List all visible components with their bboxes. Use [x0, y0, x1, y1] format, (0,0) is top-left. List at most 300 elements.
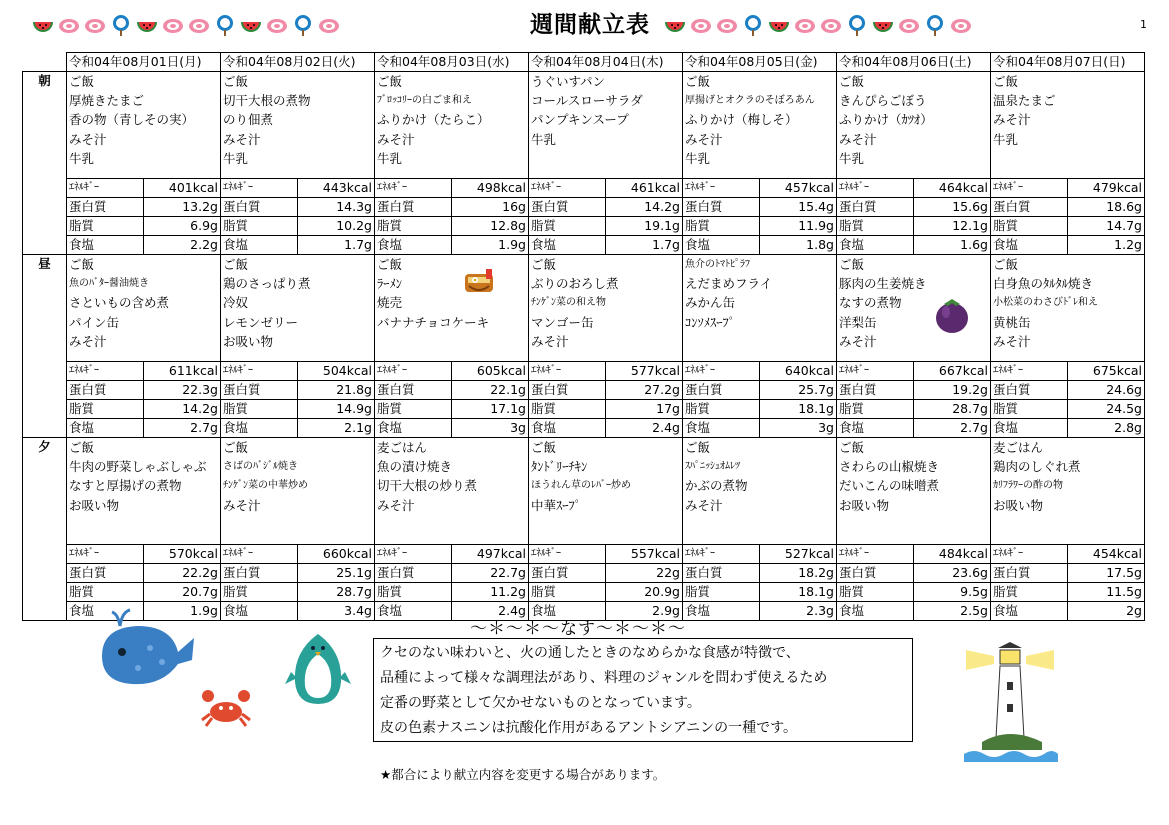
salt-value: 1.7g [606, 235, 683, 254]
energy-label: ｴﾈﾙｷﾞｰ [375, 544, 452, 563]
energy-value: 504kcal [298, 361, 375, 380]
dish-list [529, 437, 683, 544]
salt-label: 食塩 [837, 235, 914, 254]
dish-item: 麦ごはん [993, 439, 1044, 455]
column-textbox [373, 638, 913, 742]
dish-item: ご飯 [223, 439, 249, 455]
salt-value: 2g [1068, 601, 1145, 620]
dish-item: 牛乳 [223, 150, 249, 166]
protein-value: 18.2g [760, 563, 837, 582]
kamaboko-icon [188, 14, 210, 36]
energy-label: ｴﾈﾙｷﾞｰ [837, 178, 914, 197]
dish-item: きんぴらごぼう [839, 93, 927, 108]
dish-item: 白身魚のﾀﾙﾀﾙ焼き [993, 276, 1094, 291]
fat-label: 脂質 [529, 216, 606, 235]
salt-label: 食塩 [221, 418, 298, 437]
fat-value: 14.7g [1068, 216, 1145, 235]
fat-label: 脂質 [375, 216, 452, 235]
dish-list [991, 254, 1145, 361]
dish-item: 麦ごはん [377, 439, 428, 455]
protein-label: 蛋白質 [67, 563, 144, 582]
salt-label: 食塩 [837, 418, 914, 437]
watermelon-icon [872, 14, 894, 36]
energy-value: 557kcal [606, 544, 683, 563]
dish-item: お吸い物 [69, 497, 120, 513]
dish-item: ご飯 [993, 256, 1019, 272]
energy-value: 479kcal [1068, 178, 1145, 197]
dish-item: 切干大根の煮物 [223, 93, 311, 108]
salt-label: 食塩 [375, 418, 452, 437]
dish-item: 牛乳 [531, 131, 557, 147]
dish-item: ｺﾝｿﾒｽｰﾌﾟ [685, 314, 736, 330]
salt-label: 食塩 [683, 418, 760, 437]
uchiwa-fan-icon [846, 14, 868, 36]
energy-value: 461kcal [606, 178, 683, 197]
dish-item: さばのﾊﾞｼﾞﾙ焼き [223, 461, 298, 472]
dish-item: 鶏のさっぱり煮 [223, 276, 311, 291]
energy-label: ｴﾈﾙｷﾞｰ [375, 178, 452, 197]
kamaboko-icon [690, 14, 712, 36]
dish-list [683, 71, 837, 178]
salt-label: 食塩 [375, 601, 452, 620]
column-heading: ～＊～＊～なす～＊～＊～ [470, 619, 686, 639]
protein-value: 27.2g [606, 380, 683, 399]
dish-item: 魚のﾊﾞﾀｰ醤油焼き [69, 278, 149, 289]
energy-label: ｴﾈﾙｷﾞｰ [375, 361, 452, 380]
fat-value: 14.2g [144, 399, 221, 418]
dish-item: みそ汁 [993, 112, 1031, 128]
dish-list [683, 254, 837, 361]
dish-item: うぐいすパン [531, 73, 606, 89]
dish-item: 魚の漬け焼き [377, 459, 453, 474]
protein-label: 蛋白質 [683, 380, 760, 399]
salt-label: 食塩 [529, 235, 606, 254]
energy-label: ｴﾈﾙｷﾞｰ [991, 178, 1068, 197]
dish-item: 温泉たまご [993, 93, 1056, 108]
energy-value: 454kcal [1068, 544, 1145, 563]
dish-item: ご飯 [839, 256, 865, 272]
date-header: 令和04年08月01日(月) [67, 53, 221, 72]
dish-item: みそ汁 [377, 497, 415, 513]
salt-value: 3g [760, 418, 837, 437]
energy-label: ｴﾈﾙｷﾞｰ [67, 361, 144, 380]
date-header: 令和04年08月03日(水) [375, 53, 529, 72]
watermelon-icon [664, 14, 686, 36]
energy-value: 484kcal [914, 544, 991, 563]
dish-list [991, 437, 1145, 544]
protein-label: 蛋白質 [67, 197, 144, 216]
dish-item: ご飯 [69, 256, 95, 272]
dish-item: 牛乳 [377, 150, 403, 166]
protein-label: 蛋白質 [683, 197, 760, 216]
kamaboko-icon [794, 14, 816, 36]
protein-value: 14.2g [606, 197, 683, 216]
change-notice: ★都合により献立内容を変更する場合があります。 [380, 767, 666, 782]
salt-value: 3g [452, 418, 529, 437]
fat-value: 18.1g [760, 399, 837, 418]
dish-item: 中華ｽｰﾌﾟ [531, 497, 582, 513]
dish-item: 魚介のﾄﾏﾄﾋﾟﾗﾌ [685, 258, 750, 270]
energy-label: ｴﾈﾙｷﾞｰ [529, 544, 606, 563]
dish-list [375, 437, 529, 544]
eggplant-icon [934, 296, 970, 334]
dish-item: えだまめフライ [685, 276, 773, 291]
dish-item: みそ汁 [377, 131, 415, 147]
dish-item: お吸い物 [223, 333, 274, 349]
dish-item: ﾀﾝﾄﾞﾘｰﾁｷﾝ [531, 459, 588, 474]
protein-label: 蛋白質 [991, 380, 1068, 399]
energy-value: 497kcal [452, 544, 529, 563]
salt-value: 2.3g [760, 601, 837, 620]
protein-label: 蛋白質 [375, 197, 452, 216]
dish-list [529, 71, 683, 178]
salt-value: 1.7g [298, 235, 375, 254]
salt-label: 食塩 [221, 235, 298, 254]
kamaboko-icon [898, 14, 920, 36]
page-number: 1 [1140, 18, 1147, 31]
salt-value: 1.9g [144, 601, 221, 620]
dish-item: ｶﾘﾌﾗﾜｰの酢の物 [993, 480, 1063, 492]
protein-value: 22g [606, 563, 683, 582]
kamaboko-icon [162, 14, 184, 36]
dish-item: のり佃煮 [223, 112, 274, 128]
dish-item: ふりかけ（ｶﾂｵ） [839, 112, 933, 128]
dish-item: みかん缶 [685, 295, 736, 311]
salt-label: 食塩 [991, 235, 1068, 254]
fat-label: 脂質 [529, 582, 606, 601]
dish-item: なすの煮物 [839, 295, 902, 311]
dish-item: ご飯 [685, 73, 711, 89]
fat-label: 脂質 [221, 216, 298, 235]
salt-value: 2.4g [606, 418, 683, 437]
protein-label: 蛋白質 [991, 563, 1068, 582]
watermelon-icon [240, 14, 262, 36]
dish-item: ご飯 [685, 439, 711, 455]
page-header [0, 0, 1169, 44]
protein-label: 蛋白質 [837, 197, 914, 216]
energy-value: 527kcal [760, 544, 837, 563]
dish-list [221, 254, 375, 361]
header-decoration-left [32, 12, 340, 38]
protein-value: 15.6g [914, 197, 991, 216]
date-header: 令和04年08月07日(日) [991, 53, 1145, 72]
salt-value: 2.4g [452, 601, 529, 620]
protein-value: 22.2g [144, 563, 221, 582]
protein-label: 蛋白質 [837, 563, 914, 582]
protein-value: 21.8g [298, 380, 375, 399]
dish-item: パンプキンスープ [531, 112, 629, 128]
dish-item: 厚焼きたまご [69, 93, 145, 108]
protein-value: 24.6g [1068, 380, 1145, 399]
protein-label: 蛋白質 [221, 197, 298, 216]
energy-value: 570kcal [144, 544, 221, 563]
kamaboko-icon [716, 14, 738, 36]
protein-label: 蛋白質 [375, 563, 452, 582]
dish-list [221, 71, 375, 178]
salt-value: 1.9g [452, 235, 529, 254]
protein-value: 19.2g [914, 380, 991, 399]
date-header: 令和04年08月05日(金) [683, 53, 837, 72]
uchiwa-fan-icon [110, 14, 132, 36]
fat-value: 19.1g [606, 216, 683, 235]
dish-item: 牛乳 [69, 150, 95, 166]
dish-item: 香の物（青しその実） [69, 112, 195, 128]
dish-item: 牛肉の野菜しゃぶしゃぶ [69, 459, 207, 474]
salt-value: 1.6g [914, 235, 991, 254]
salt-label: 食塩 [837, 601, 914, 620]
fat-label: 脂質 [683, 582, 760, 601]
column-line: 品種によって様々な調理法があり、料理のジャンルを問わず使えるため [380, 670, 828, 686]
dish-item: 牛乳 [839, 150, 865, 166]
protein-label: 蛋白質 [529, 197, 606, 216]
kamaboko-icon [820, 14, 842, 36]
dish-list [837, 437, 991, 544]
fat-value: 17.1g [452, 399, 529, 418]
kamaboko-icon [318, 14, 340, 36]
dish-item: 鶏肉のしぐれ煮 [993, 459, 1081, 474]
dish-list [375, 254, 529, 361]
energy-value: 443kcal [298, 178, 375, 197]
dish-item [685, 332, 834, 351]
dish-item: ﾁﾝｹﾞﾝ菜の中華炒め [223, 480, 308, 492]
fat-label: 脂質 [837, 399, 914, 418]
energy-value: 577kcal [606, 361, 683, 380]
date-header: 令和04年08月02日(火) [221, 53, 375, 72]
energy-label: ｴﾈﾙｷﾞｰ [221, 178, 298, 197]
salt-value: 2.7g [144, 418, 221, 437]
energy-value: 457kcal [760, 178, 837, 197]
dish-item: かぶの煮物 [685, 478, 748, 494]
dish-item: ﾗｰﾒﾝ [377, 276, 403, 291]
fat-label: 脂質 [67, 399, 144, 418]
lighthouse-icon [962, 642, 1058, 766]
fat-value: 28.7g [914, 399, 991, 418]
dish-item: みそ汁 [69, 333, 107, 349]
fat-label: 脂質 [991, 399, 1068, 418]
fat-value: 11.5g [1068, 582, 1145, 601]
dish-item: 厚揚げとオクラのそぼろあん [685, 95, 815, 106]
dish-item: なすと厚揚げの煮物 [69, 478, 182, 494]
protein-value: 23.6g [914, 563, 991, 582]
kamaboko-icon [266, 14, 288, 36]
dish-item: パイン缶 [69, 314, 120, 330]
protein-value: 22.3g [144, 380, 221, 399]
dish-item: ぶりのおろし煮 [531, 276, 619, 291]
dish-item: だいこんの味噌煮 [839, 478, 940, 494]
fat-value: 9.5g [914, 582, 991, 601]
fat-label: 脂質 [991, 582, 1068, 601]
meal-label: 朝 [23, 71, 67, 254]
protein-label: 蛋白質 [529, 380, 606, 399]
kamaboko-icon [950, 14, 972, 36]
kamaboko-icon [58, 14, 80, 36]
dish-item: ご飯 [531, 256, 557, 272]
dish-item: 切干大根の炒り煮 [377, 478, 478, 494]
energy-label: ｴﾈﾙｷﾞｰ [529, 178, 606, 197]
energy-value: 401kcal [144, 178, 221, 197]
salt-value: 2.9g [606, 601, 683, 620]
protein-label: 蛋白質 [837, 380, 914, 399]
meal-label: 昼 [23, 254, 67, 437]
kamaboko-icon [84, 14, 106, 36]
dish-list [221, 437, 375, 544]
dish-item: 洋梨缶 [839, 314, 877, 330]
salt-label: 食塩 [529, 418, 606, 437]
energy-label: ｴﾈﾙｷﾞｰ [221, 544, 298, 563]
salt-label: 食塩 [683, 601, 760, 620]
energy-label: ｴﾈﾙｷﾞｰ [683, 178, 760, 197]
dish-item: お吸い物 [993, 497, 1044, 513]
crab-icon [200, 686, 252, 728]
column-line: 定番の野菜として欠かせないものとなっています。 [380, 695, 701, 711]
fat-value: 10.2g [298, 216, 375, 235]
dish-item: ふりかけ（たらこ） [377, 112, 490, 128]
date-header: 令和04年08月06日(土) [837, 53, 991, 72]
dish-item: バナナチョコケーキ [377, 314, 490, 330]
dish-item: 焼売 [377, 295, 403, 311]
dish-list [991, 71, 1145, 178]
salt-value: 2.7g [914, 418, 991, 437]
salt-label: 食塩 [991, 418, 1068, 437]
dish-item: ご飯 [223, 256, 249, 272]
fat-label: 脂質 [683, 399, 760, 418]
dish-list [375, 71, 529, 178]
dish-list [529, 254, 683, 361]
page-title: 週間献立表 [530, 12, 650, 38]
salt-value: 2.5g [914, 601, 991, 620]
dish-item: ご飯 [839, 439, 865, 455]
watermelon-icon [768, 14, 790, 36]
fat-label: 脂質 [67, 582, 144, 601]
dish-item [993, 149, 1142, 168]
fat-label: 脂質 [529, 399, 606, 418]
salt-label: 食塩 [991, 601, 1068, 620]
dish-item: みそ汁 [839, 333, 877, 349]
salt-label: 食塩 [529, 601, 606, 620]
dish-item: 牛乳 [685, 150, 711, 166]
dish-item: みそ汁 [531, 333, 569, 349]
fat-value: 18.1g [760, 582, 837, 601]
fat-label: 脂質 [375, 582, 452, 601]
dish-item: みそ汁 [223, 131, 261, 147]
fat-label: 脂質 [375, 399, 452, 418]
fat-label: 脂質 [837, 216, 914, 235]
dish-item: お吸い物 [839, 497, 890, 513]
fat-label: 脂質 [991, 216, 1068, 235]
salt-label: 食塩 [221, 601, 298, 620]
uchiwa-fan-icon [742, 14, 764, 36]
header-decoration-right [664, 12, 972, 38]
protein-label: 蛋白質 [221, 380, 298, 399]
dish-list [837, 71, 991, 178]
ramen-icon [463, 266, 497, 298]
energy-label: ｴﾈﾙｷﾞｰ [529, 361, 606, 380]
dish-item: みそ汁 [685, 497, 723, 513]
energy-value: 605kcal [452, 361, 529, 380]
energy-value: 464kcal [914, 178, 991, 197]
energy-value: 640kcal [760, 361, 837, 380]
dish-item: さといもの含め煮 [69, 295, 170, 311]
fat-label: 脂質 [221, 399, 298, 418]
dish-item: みそ汁 [839, 131, 877, 147]
protein-value: 25.1g [298, 563, 375, 582]
dish-item: 牛乳 [993, 131, 1019, 147]
fat-label: 脂質 [67, 216, 144, 235]
energy-label: ｴﾈﾙｷﾞｰ [67, 178, 144, 197]
watermelon-icon [136, 14, 158, 36]
energy-label: ｴﾈﾙｷﾞｰ [837, 544, 914, 563]
dish-item: ご飯 [839, 73, 865, 89]
dish-item: マンゴー缶 [531, 314, 594, 330]
dish-list [67, 254, 221, 361]
penguin-icon [283, 632, 353, 706]
dish-list [67, 437, 221, 544]
fat-label: 脂質 [221, 582, 298, 601]
dish-item: ご飯 [377, 256, 403, 272]
fat-value: 6.9g [144, 216, 221, 235]
protein-label: 蛋白質 [529, 563, 606, 582]
fat-value: 20.7g [144, 582, 221, 601]
date-header: 令和04年08月04日(木) [529, 53, 683, 72]
dish-item [377, 332, 526, 351]
whale-icon [92, 608, 202, 688]
weekly-menu-table [22, 52, 1145, 621]
energy-value: 675kcal [1068, 361, 1145, 380]
salt-label: 食塩 [683, 235, 760, 254]
fat-value: 11.9g [760, 216, 837, 235]
energy-label: ｴﾈﾙｷﾞｰ [683, 544, 760, 563]
protein-value: 13.2g [144, 197, 221, 216]
salt-value: 1.2g [1068, 235, 1145, 254]
salt-label: 食塩 [67, 418, 144, 437]
energy-value: 498kcal [452, 178, 529, 197]
energy-label: ｴﾈﾙｷﾞｰ [991, 544, 1068, 563]
protein-value: 14.3g [298, 197, 375, 216]
dish-item: ほうれん草のﾚﾊﾞｰ炒め [531, 480, 631, 492]
dish-item: 黄桃缶 [993, 314, 1031, 330]
column-line: クセのない味わいと、火の通したときのなめらかな食感が特徴で、 [380, 645, 800, 661]
energy-label: ｴﾈﾙｷﾞｰ [837, 361, 914, 380]
fat-value: 12.1g [914, 216, 991, 235]
protein-value: 15.4g [760, 197, 837, 216]
salt-label: 食塩 [67, 235, 144, 254]
dish-item: ﾌﾞﾛｯｺﾘｰの白ごま和え [377, 95, 472, 106]
uchiwa-fan-icon [292, 14, 314, 36]
dish-list [683, 437, 837, 544]
protein-value: 17.5g [1068, 563, 1145, 582]
dish-item: 豚肉の生姜焼き [839, 276, 927, 291]
protein-label: 蛋白質 [221, 563, 298, 582]
energy-value: 660kcal [298, 544, 375, 563]
protein-label: 蛋白質 [683, 563, 760, 582]
meal-label: 夕 [23, 437, 67, 620]
protein-label: 蛋白質 [991, 197, 1068, 216]
dish-item: ご飯 [223, 73, 249, 89]
dish-item: みそ汁 [223, 497, 261, 513]
fat-label: 脂質 [837, 582, 914, 601]
dish-item: ご飯 [377, 73, 403, 89]
fat-value: 24.5g [1068, 399, 1145, 418]
dish-list [67, 71, 221, 178]
energy-label: ｴﾈﾙｷﾞｰ [991, 361, 1068, 380]
dish-item [531, 149, 680, 168]
dish-item: さわらの山椒焼き [839, 459, 940, 474]
dish-item: みそ汁 [993, 333, 1031, 349]
salt-label: 食塩 [67, 601, 144, 620]
protein-label: 蛋白質 [375, 380, 452, 399]
protein-label: 蛋白質 [67, 380, 144, 399]
salt-value: 3.4g [298, 601, 375, 620]
